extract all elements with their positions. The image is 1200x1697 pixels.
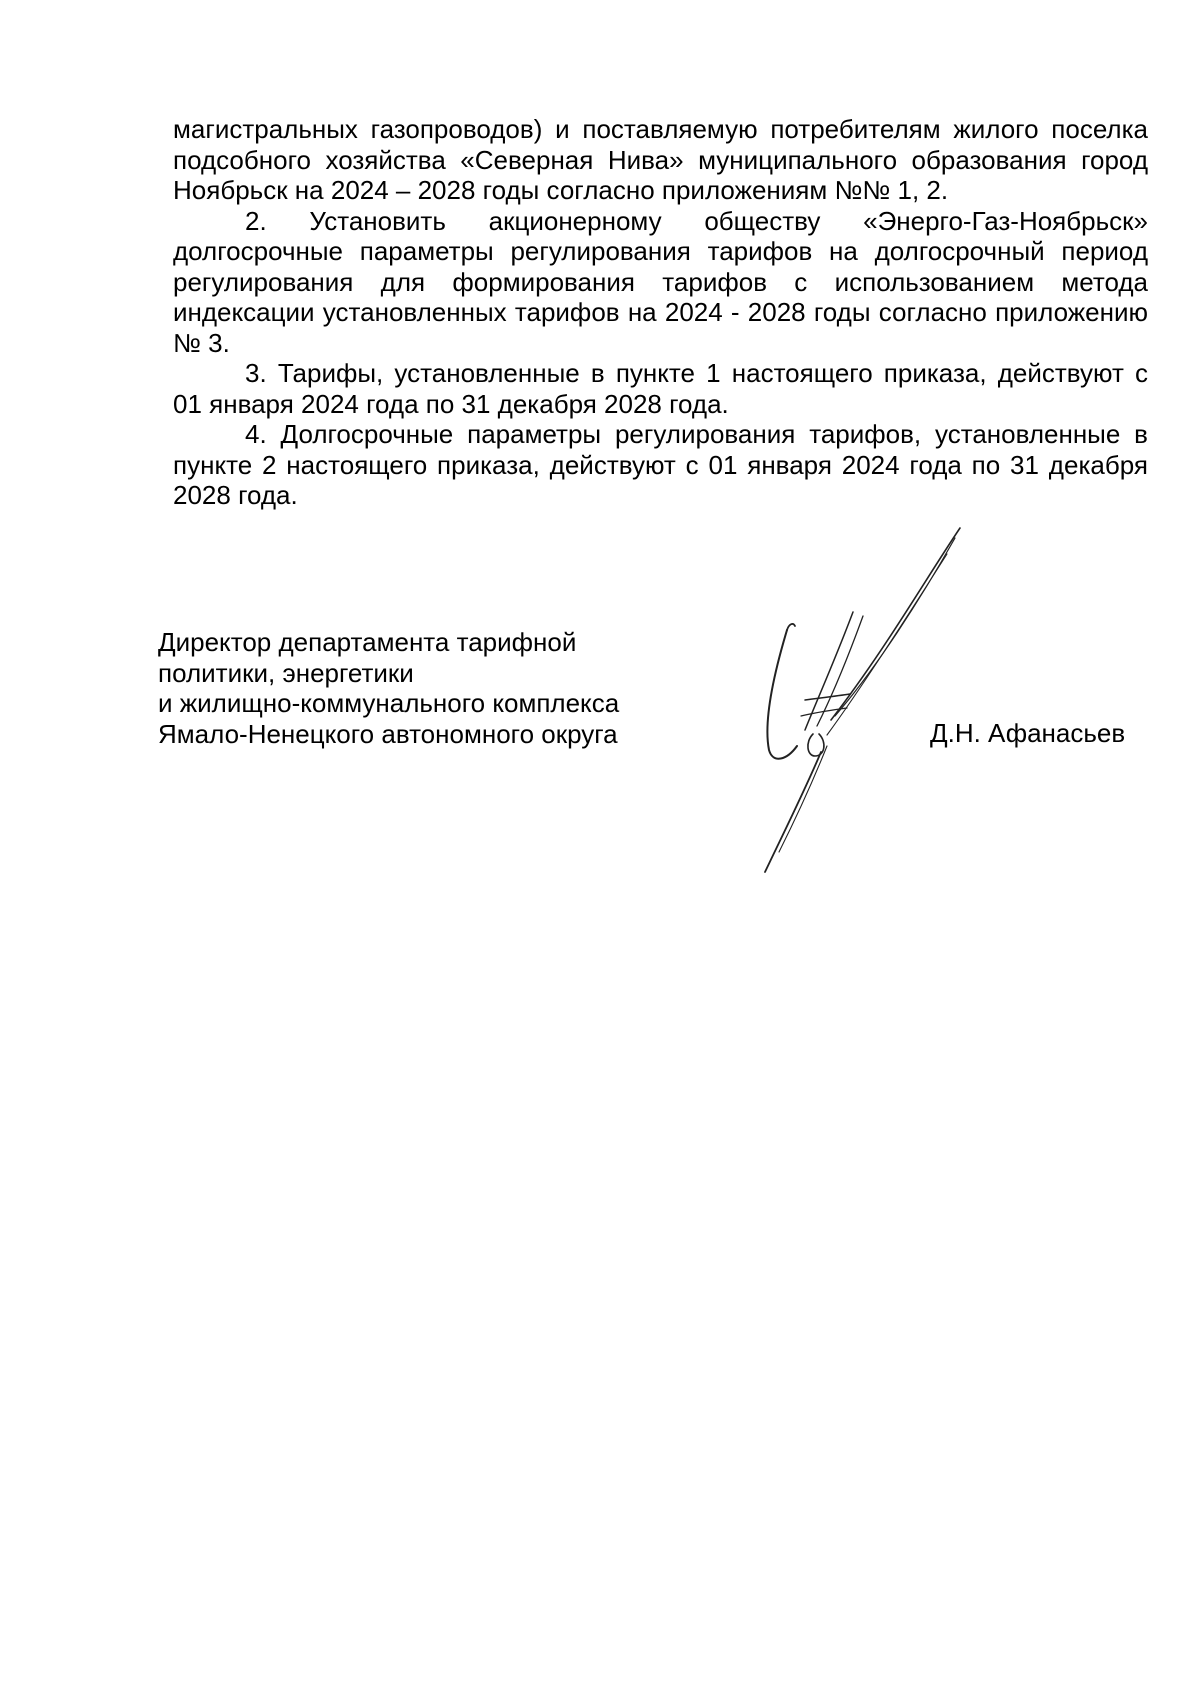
signer-title	[158, 627, 718, 749]
paragraph-item-4: 4. Долгосрочные параметры регулирования тарифов, установленные в пункте 2 настоящего приказа, действуют с 01 января 2024 года по 31 декабря 2028 года.	[173, 419, 1148, 510]
document-body	[173, 114, 1148, 511]
signer-title-line: политики, энергетики	[158, 657, 414, 688]
paragraph-item-2: 2. Установить акционерному обществу «Энерго-Газ-Ноябрьск» долгосрочные параметры регулирования тарифов на долгосрочный период регулирования для формирования тарифов с использованием метода индексации установленных тарифов на 2024 - 2028 годы согласно приложению № 3.	[173, 205, 1148, 358]
signer-name: Д.Н. Афанасьев	[930, 718, 1126, 748]
paragraph-item-3: 3. Тарифы, установленные в пункте 1 настоящего приказа, действуют с 01 января 2024 года по 31 декабря 2028 года.	[173, 358, 1148, 419]
signer-title-line: Ямало-Ненецкого автономного округа	[158, 718, 618, 749]
signer-title-line: Директор департамента тарифной	[158, 627, 577, 657]
signer-title-line: и жилищно-коммунального комплекса	[158, 688, 620, 718]
signature-block	[158, 627, 1158, 749]
paragraph-continuation: магистральных газопроводов) и поставляемую потребителям жилого поселка подсобного хозяйства «Северная Нива» муниципального образования город Ноябрьск на 2024 – 2028 годы согласно приложениям №№ 1, 2.	[173, 114, 1148, 205]
